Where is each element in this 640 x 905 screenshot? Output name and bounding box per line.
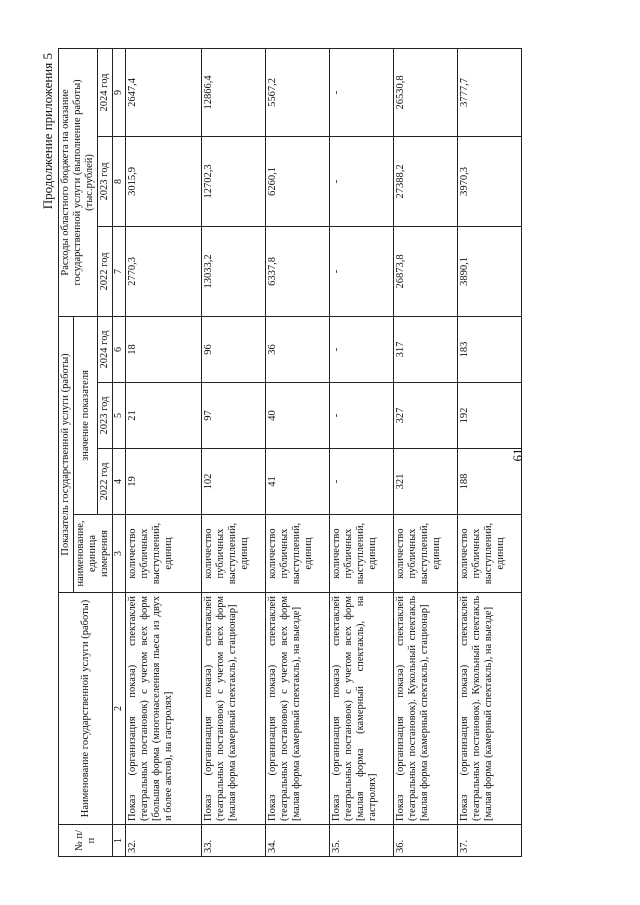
- value-2022: 102: [201, 449, 265, 515]
- column-index: 1: [113, 825, 126, 857]
- expense-2022: 13033,2: [201, 226, 265, 316]
- header-year: 2022 год: [98, 226, 113, 316]
- column-index-row: [113, 48, 126, 856]
- header-year: 2023 год: [98, 383, 113, 449]
- indicator-unit: количество публичных выступлений, единиц: [457, 515, 521, 593]
- value-2022: -: [329, 449, 393, 515]
- service-name: Показ (организация показа) спектаклей (театральных постановок) с учетом всех форм [большая форма (многонаселенная пьеса из двух и более актов), на гастролях]: [125, 593, 201, 825]
- expense-2024: -: [329, 48, 393, 136]
- service-name: Показ (организация показа) спектаклей (театральных постановок). Кукольный спектакль [малая форма (камерный спектакль), стационар]: [393, 593, 457, 825]
- expense-2022: -: [329, 226, 393, 316]
- expense-2022: 3890,1: [457, 226, 521, 316]
- row-number: 32.: [125, 825, 201, 857]
- header-indicator-name: наименование, единица измерения: [74, 515, 113, 593]
- expense-2024: 5567,2: [265, 48, 329, 136]
- row-number: 37.: [457, 825, 521, 857]
- value-2023: 192: [457, 383, 521, 449]
- column-index: 2: [113, 593, 126, 825]
- indicator-unit: количество публичных выступлений, единиц: [125, 515, 201, 593]
- rotated-content: [40, 45, 600, 865]
- value-2024: 183: [457, 316, 521, 382]
- indicator-unit: количество публичных выступлений, единиц: [201, 515, 265, 593]
- table-row: [329, 48, 393, 856]
- column-index: 6: [113, 316, 126, 382]
- service-name: Показ (организация показа) спектаклей (театральных постановок). Кукольный спектакль [малая форма (камерный спектакль), на выезде]: [457, 593, 521, 825]
- expense-2024: 12866,4: [201, 48, 265, 136]
- service-name: Показ (организация показа) спектаклей (театральных постановок) с учетом всех форм [малая форма (камерный спектакль), стационар]: [201, 593, 265, 825]
- expense-2022: 26873,8: [393, 226, 457, 316]
- value-2024: 36: [265, 316, 329, 382]
- service-name: Показ (организация показа) спектаклей (театральных постановок) с учетом всех форм [малая форма (камерный спектакль), на гастролях]: [329, 593, 393, 825]
- value-2023: 327: [393, 383, 457, 449]
- value-2023: -: [329, 383, 393, 449]
- column-index: 9: [113, 48, 126, 136]
- expense-2024: 3777,7: [457, 48, 521, 136]
- table-row: [201, 48, 265, 856]
- expense-2023: 6260,1: [265, 136, 329, 226]
- expense-2022: 6337,8: [265, 226, 329, 316]
- value-2023: 97: [201, 383, 265, 449]
- header-no: № п/п: [59, 825, 113, 857]
- value-2022: 41: [265, 449, 329, 515]
- indicator-unit: количество публичных выступлений, единиц: [265, 515, 329, 593]
- expense-2023: 3015,9: [125, 136, 201, 226]
- column-index: 5: [113, 383, 126, 449]
- expense-2024: 26530,8: [393, 48, 457, 136]
- column-index: 8: [113, 136, 126, 226]
- header-year: 2022 год: [98, 449, 113, 515]
- expense-2024: 2647,4: [125, 48, 201, 136]
- column-index: 7: [113, 226, 126, 316]
- table-row: [265, 48, 329, 856]
- table-row: [125, 48, 201, 856]
- indicator-unit: количество публичных выступлений, единиц: [329, 515, 393, 593]
- header-year: 2024 год: [98, 48, 113, 136]
- header-expenses: Расходы областного бюджета на оказание государственной услуги (выполнение работы) (тыс.рублей): [59, 48, 98, 316]
- indicator-unit: количество публичных выступлений, единиц: [393, 515, 457, 593]
- value-2022: 321: [393, 449, 457, 515]
- expense-2022: 2770,3: [125, 226, 201, 316]
- value-2024: -: [329, 316, 393, 382]
- row-number: 34.: [265, 825, 329, 857]
- column-index: 4: [113, 449, 126, 515]
- header-indicator: Показатель государственной услуги (работы): [59, 316, 74, 592]
- value-2022: 19: [125, 449, 201, 515]
- header-year: 2024 год: [98, 316, 113, 382]
- header-indicator-value: значение показателя: [74, 316, 98, 514]
- column-index: 3: [113, 515, 126, 593]
- expense-2023: -: [329, 136, 393, 226]
- row-number: 33.: [201, 825, 265, 857]
- value-2022: 188: [457, 449, 521, 515]
- row-number: 36.: [393, 825, 457, 857]
- value-2024: 96: [201, 316, 265, 382]
- service-name: Показ (организация показа) спектаклей (театральных постановок) с учетом всех форм [малая форма (камерный спектакль), на выезде]: [265, 593, 329, 825]
- value-2024: 18: [125, 316, 201, 382]
- expense-2023: 3970,3: [457, 136, 521, 226]
- value-2024: 317: [393, 316, 457, 382]
- expense-2023: 12702,3: [201, 136, 265, 226]
- header-year: 2023 год: [98, 136, 113, 226]
- continuation-note: Продолжение приложения 5: [40, 53, 55, 210]
- header-service-name: Наименование государственной услуги (работы): [59, 593, 113, 825]
- value-2023: 40: [265, 383, 329, 449]
- header-row-1: [59, 48, 74, 856]
- value-2023: 21: [125, 383, 201, 449]
- page-number: 61: [510, 448, 525, 462]
- row-number: 35.: [329, 825, 393, 857]
- budget-table: [58, 48, 522, 857]
- table-row: [393, 48, 457, 856]
- expense-2023: 27388,2: [393, 136, 457, 226]
